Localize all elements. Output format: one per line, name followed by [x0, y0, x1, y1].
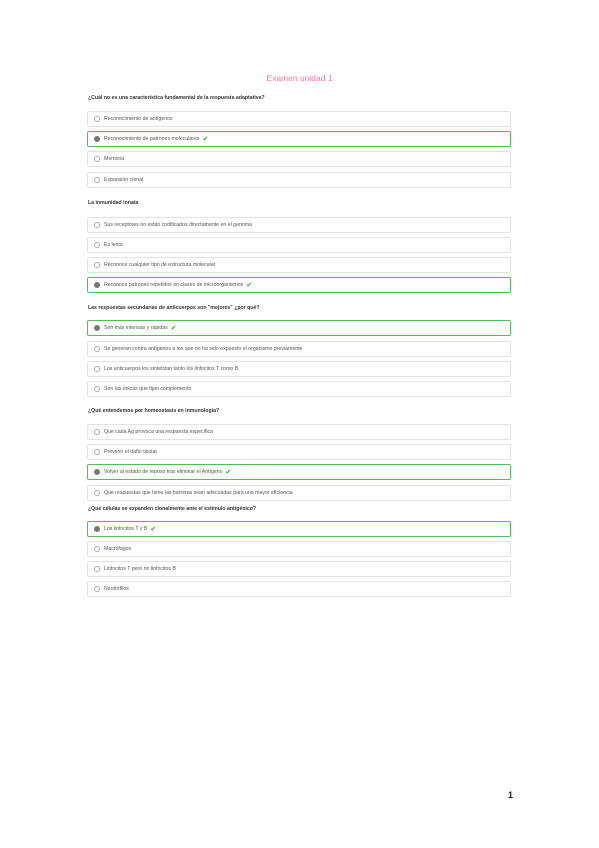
radio-selected-icon[interactable]: [94, 282, 100, 288]
radio-icon[interactable]: [94, 366, 100, 372]
question-5-option-1[interactable]: [87, 521, 511, 537]
option-label: Se generan contra antígenos a los que no ha sido expuesto el organismo previamente: [104, 346, 303, 352]
option-label: Que cada Ag provoca una respuesta específica: [104, 429, 214, 435]
radio-icon[interactable]: [94, 546, 100, 552]
question-1-text: ¿Cuál no es una característica fundamental de la respuesta adaptativa?: [88, 95, 265, 101]
question-1-option-3[interactable]: [87, 151, 511, 167]
checkmark-icon: ✔: [246, 282, 253, 289]
option-label: Neutrófilos: [104, 586, 129, 592]
question-2-option-4[interactable]: [87, 277, 511, 293]
question-5-option-3[interactable]: [87, 561, 511, 577]
option-label: Reconocimiento de patrones moleculares: [104, 136, 200, 142]
question-4-option-3[interactable]: [87, 464, 511, 480]
question-2-option-1[interactable]: [87, 217, 511, 233]
option-label: Expansión clonal: [104, 177, 144, 183]
radio-selected-icon[interactable]: [94, 469, 100, 475]
option-label: Sus receptores no están codificados directamente en el genoma: [104, 222, 252, 228]
question-3-option-1[interactable]: [87, 320, 511, 336]
option-label: Memoria: [104, 156, 125, 162]
radio-icon[interactable]: [94, 262, 100, 268]
option-label: Linfocitos T pero no linfocitos B: [104, 566, 176, 572]
option-label: Volver al estado de reposo tras eliminar el Antígeno: [104, 469, 223, 475]
option-label: Reconocimiento de antígenos: [104, 116, 173, 122]
radio-icon[interactable]: [94, 490, 100, 496]
option-label: Son las únicas que fijan complemento: [104, 386, 192, 392]
radio-icon[interactable]: [94, 346, 100, 352]
question-4-option-4[interactable]: [87, 485, 511, 501]
option-label: Reconoce patrones repetidos en clases de microorganismos: [104, 282, 244, 288]
option-label: Son más intensas y rápidas: [104, 325, 168, 331]
radio-icon[interactable]: [94, 386, 100, 392]
question-4-option-1[interactable]: [87, 424, 511, 440]
option-label: Prevenir el daño tisular: [104, 449, 158, 455]
checkmark-icon: ✔: [202, 136, 209, 143]
radio-icon[interactable]: [94, 429, 100, 435]
question-5-option-2[interactable]: [87, 541, 511, 557]
question-1-option-4[interactable]: [87, 172, 511, 188]
question-4-option-2[interactable]: [87, 444, 511, 460]
option-label: Macrófagos: [104, 546, 132, 552]
radio-icon[interactable]: [94, 156, 100, 162]
exam-title: Examen unidad 1: [266, 73, 333, 83]
question-2-text: La inmunidad innata: [88, 200, 139, 206]
option-label: Los anticuerpos los sintetizan tanto los linfocitos T como B: [104, 366, 239, 372]
question-2-option-3[interactable]: [87, 257, 511, 273]
radio-icon[interactable]: [94, 177, 100, 183]
radio-icon[interactable]: [94, 449, 100, 455]
option-label: Reconoce cualquier tipo de estructura molecular: [104, 262, 216, 268]
radio-icon[interactable]: [94, 566, 100, 572]
checkmark-icon: ✔: [150, 526, 157, 533]
radio-icon[interactable]: [94, 222, 100, 228]
radio-selected-icon[interactable]: [94, 325, 100, 331]
question-3-option-3[interactable]: [87, 361, 511, 377]
question-5-option-4[interactable]: [87, 581, 511, 597]
radio-icon[interactable]: [94, 586, 100, 592]
question-3-option-4[interactable]: [87, 381, 511, 397]
question-1-option-2[interactable]: [87, 131, 511, 147]
option-label: Los linfocitos T y B: [104, 526, 148, 532]
question-3-option-2[interactable]: [87, 341, 511, 357]
radio-icon[interactable]: [94, 116, 100, 122]
radio-selected-icon[interactable]: [94, 136, 100, 142]
question-5-text: ¿Qué células se expanden clonalmente ante el estímulo antigénico?: [88, 506, 257, 512]
page-number: 1: [508, 790, 514, 800]
radio-selected-icon[interactable]: [94, 526, 100, 532]
question-1-option-1[interactable]: [87, 111, 511, 127]
checkmark-icon: ✔: [225, 469, 232, 476]
radio-icon[interactable]: [94, 242, 100, 248]
option-label: Que respuestas que tiene las barreras sean adecuadas para una mayor eficiencia: [104, 490, 293, 496]
question-4-text: ¿Qué entendemos por homeostasis en inmunología?: [88, 408, 220, 414]
question-2-option-2[interactable]: [87, 237, 511, 253]
option-label: Es lenta: [104, 242, 123, 248]
question-3-text: Las respuestas secundarias de anticuerpos son "mejores" ¿por qué?: [88, 305, 260, 311]
checkmark-icon: ✔: [170, 325, 177, 332]
